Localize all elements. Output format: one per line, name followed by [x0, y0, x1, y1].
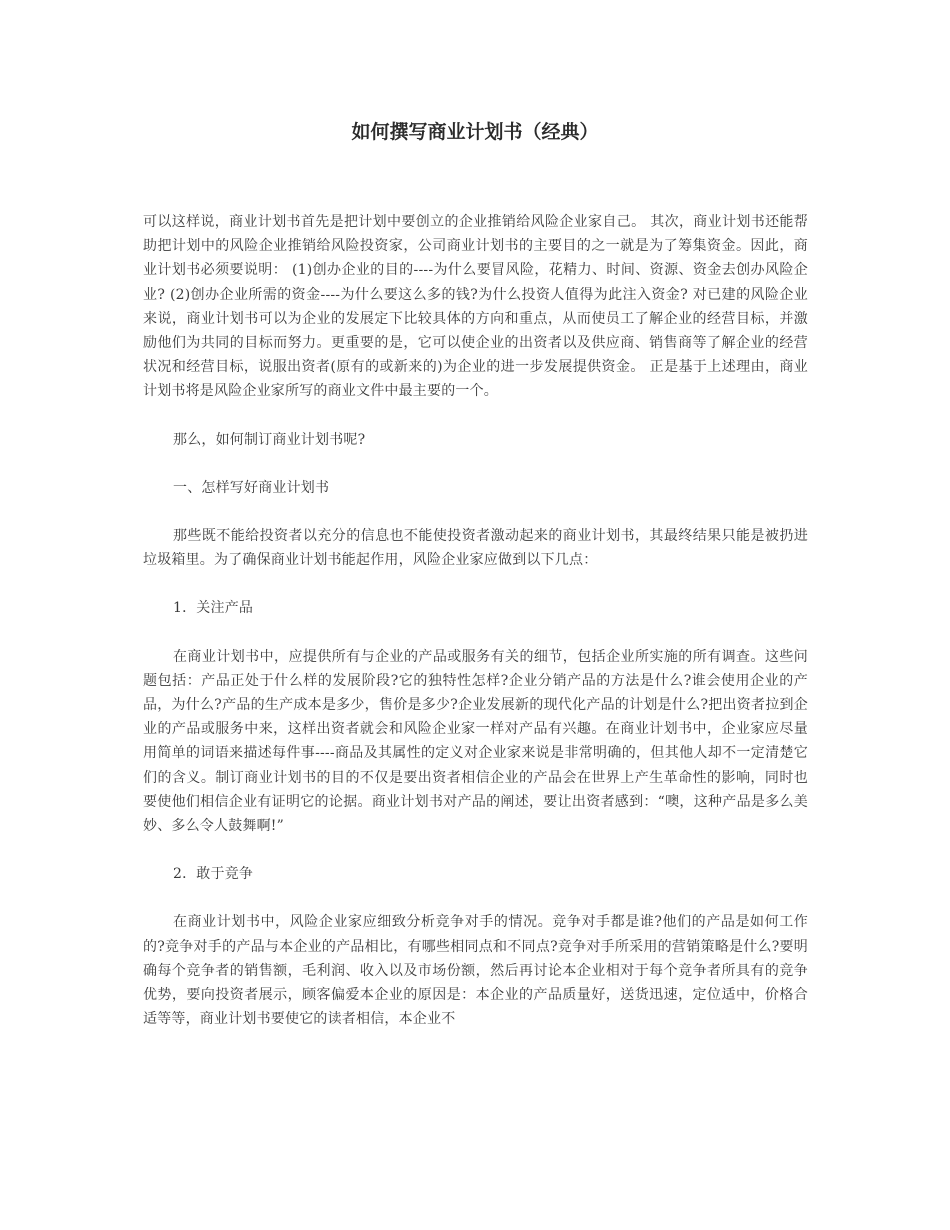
- subheading-focus-product: 1．关注产品: [173, 600, 254, 617]
- document-body: [143, 210, 808, 1055]
- paragraph-dare-compete: 在商业计划书中，风险企业家应细致分析竞争对手的情况。竞争对手都是谁?他们的产品是如何工作的?竞争对手的产品与本企业的产品相比，有哪些相同点和不同点?竞争对手所采用的营销策略是什么?要明确每个竞争者的销售额，毛利润、收入以及市场份额，然后再讨论本企业相对于每个竞争者所具有的竞争优势，要向投资者展示，顾客偏爱本企业的原因是：本企业的产品质量好，送货迅速，定位适中，价格合适等等，商业计划书要使它的读者相信，本企业不: [143, 914, 808, 1028]
- paragraph-section-1-intro: 那些既不能给投资者以充分的信息也不能使投资者激动起来的商业计划书，其最终结果只能是被扔进垃圾箱里。为了确保商业计划书能起作用，风险企业家应做到以下几点：: [143, 528, 808, 569]
- subheading-dare-compete: 2．敢于竞争: [173, 866, 254, 883]
- paragraph-intro: 可以这样说，商业计划书首先是把计划中要创立的企业推销给风险企业家自己。 其次，商业计划书还能帮助把计划中的风险企业推销给风险投资家，公司商业计划书的主要目的之一就是为了筹集资金。因此，商业计划书必须要说明： (1)创办企业的目的----为什么要冒风险，花精力、时间、资源、资金去创办风险企业? (2)创办企业所需的资金----为什么要这么多的钱?为什么投资人值得为此注入资金? 对已建的风险企业来说，商业计划书可以为企业的发展定下比较具体的方向和重点，从而使员工了解企业的经营目标，并激励他们为共同的目标而努力。更重要的是，它可以使企业的出资者以及供应商、销售商等了解企业的经营状况和经营目标，说服出资者(原有的或新来的)为企业的进一步发展提供资金。 正是基于上述理由，商业计划书将是风险企业家所写的商业文件中最主要的一个。: [143, 214, 808, 400]
- document-title: 如何撰写商业计划书（经典）: [351, 121, 599, 143]
- paragraph-question: 那么，如何制订商业计划书呢?: [173, 431, 366, 448]
- section-heading-1: 一、怎样写好商业计划书: [173, 479, 330, 496]
- paragraph-focus-product: 在商业计划书中，应提供所有与企业的产品或服务有关的细节，包括企业所实施的所有调查。这些问题包括：产品正处于什么样的发展阶段?它的独特性怎样?企业分销产品的方法是什么?谁会使用企业的产品，为什么?产品的生产成本是多少，售价是多少?企业发展新的现代化产品的计划是什么?把出资者拉到企业的产品或服务中来，这样出资者就会和风险企业家一样对产品有兴趣。在商业计划书中，企业家应尽量用简单的词语来描述每件事----商品及其属性的定义对企业家来说是非常明确的，但其他人却不一定清楚它们的含义。制订商业计划书的目的不仅是要出资者相信企业的产品会在世界上产生革命性的影响，同时也要使他们相信企业有证明它的论据。商业计划书对产品的阐述，要让出资者感到：“噢，这种产品是多么美妙、多么令人鼓舞啊!”: [143, 648, 808, 835]
